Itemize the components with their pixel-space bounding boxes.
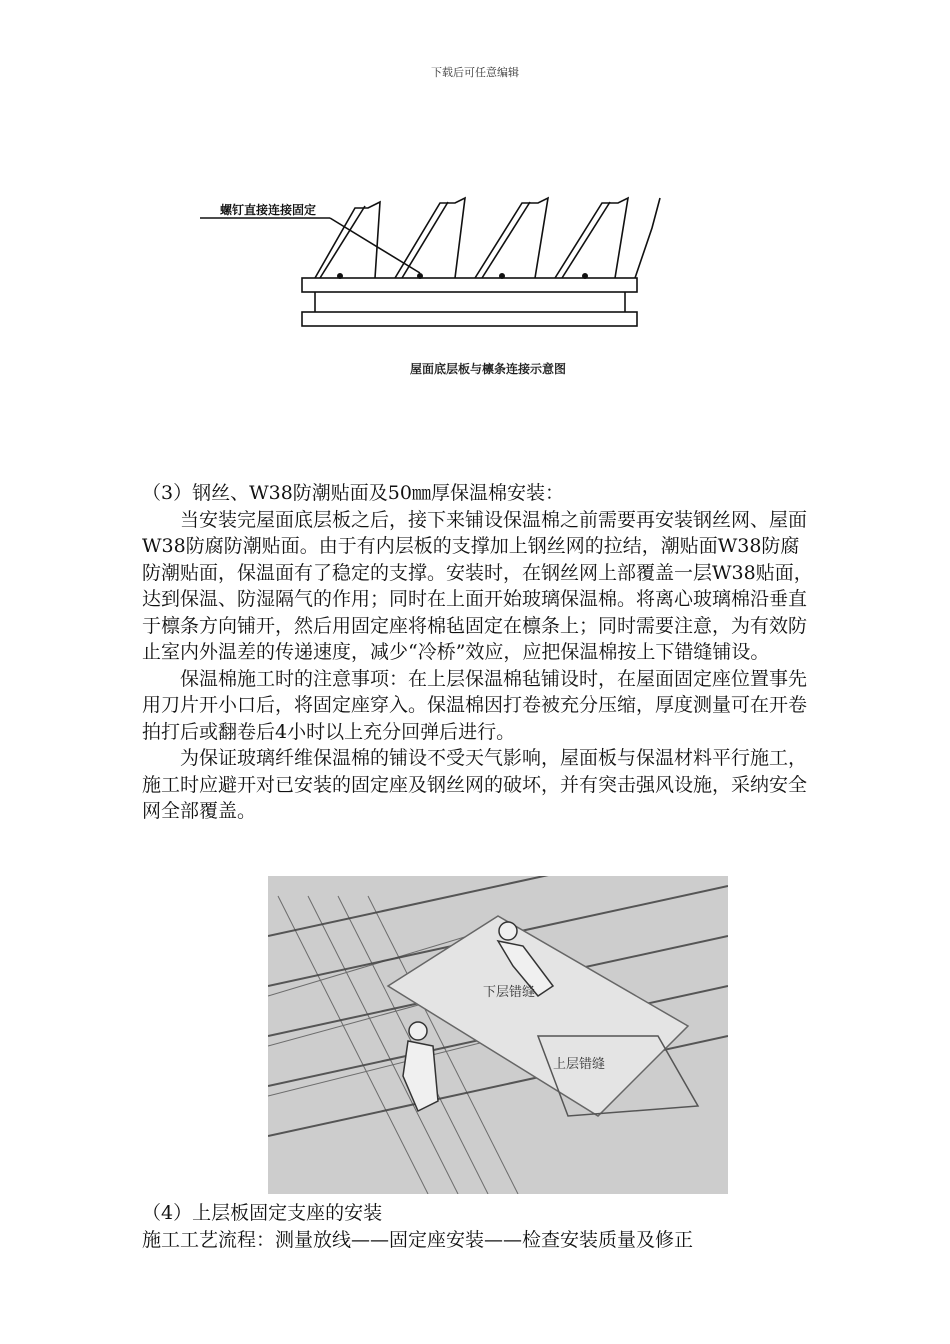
rib-3	[475, 198, 548, 278]
screw-2	[417, 273, 423, 279]
fig1-callout-text: 螺钉直接连接固定	[220, 203, 317, 217]
section-3	[142, 480, 814, 825]
photo-label-lower: 下层错缝	[483, 985, 536, 1000]
rib-5	[635, 198, 660, 278]
rib-4	[555, 198, 628, 278]
callout-leader	[330, 218, 420, 273]
roof-panel-diagram-svg	[190, 188, 670, 338]
sheet-line-3	[482, 202, 530, 278]
section-3-heading: （3）钢丝、W38防潮贴面及50㎜厚保温棉安装：	[142, 482, 564, 504]
section-4-process: 施工工艺流程：测量放线——固定座安装——检查安装质量及修正	[142, 1228, 694, 1251]
section-4-heading: （4）上层板固定支座的安装	[142, 1202, 383, 1224]
section-3-para-1: 当安装完屋面底层板之后，接下来铺设保温棉之前需要再安装钢丝网、屋面W38防腐防潮贴面。由于有内层板的支撑加上钢丝网的拉结，潮贴面W38防腐防潮贴面，保温面有了稳定的支撑。安装时，在钢丝网上部覆盖一层W38贴面，达到保温、防湿隔气的作用；同时在上面开始玻璃保温棉。将离心玻璃棉沿垂直于檩条方向铺开，然后用固定座将棉毡固定在檩条上；同时需要注意，为有效防止室内外温差的传递速度，减少“冷桥”效应，应把保温棉按上下错缝铺设。	[142, 508, 813, 663]
fig1-caption: 屋面底层板与檩条连接示意图	[410, 362, 567, 376]
screw-1	[337, 273, 343, 279]
screw-4	[582, 273, 588, 279]
page-header-note: 下载后可任意编辑	[431, 66, 519, 79]
section-4	[142, 1200, 814, 1253]
photo-label-upper: 上层错缝	[553, 1057, 606, 1072]
insulation-photo	[268, 876, 728, 1194]
insulation-photo-svg	[268, 876, 728, 1194]
sheet-line-4	[562, 202, 610, 278]
section-3-para-3: 为保证玻璃纤维保温棉的铺设不受天气影响，屋面板与保温材料平行施工，施工时应避开对已安装的固定座及钢丝网的破坏，并有突击强风设施，采纳安全网全部覆盖。	[142, 747, 808, 822]
purlin-bottom-flange	[302, 312, 637, 326]
purlin-top-flange	[302, 278, 637, 292]
sheet-line-1	[320, 206, 365, 278]
rib-1	[315, 202, 380, 278]
screw-3	[499, 273, 505, 279]
roof-panel-diagram	[190, 188, 670, 338]
section-3-para-2: 保温棉施工时的注意事项：在上层保温棉毡铺设时，在屋面固定座位置事先用刀片开小口后，将固定座穿入。保温棉因打卷被充分压缩，厚度测量可在开卷拍打后或翻卷后4小时以上充分回弹后进行。	[142, 667, 808, 743]
rib-2	[395, 198, 465, 278]
